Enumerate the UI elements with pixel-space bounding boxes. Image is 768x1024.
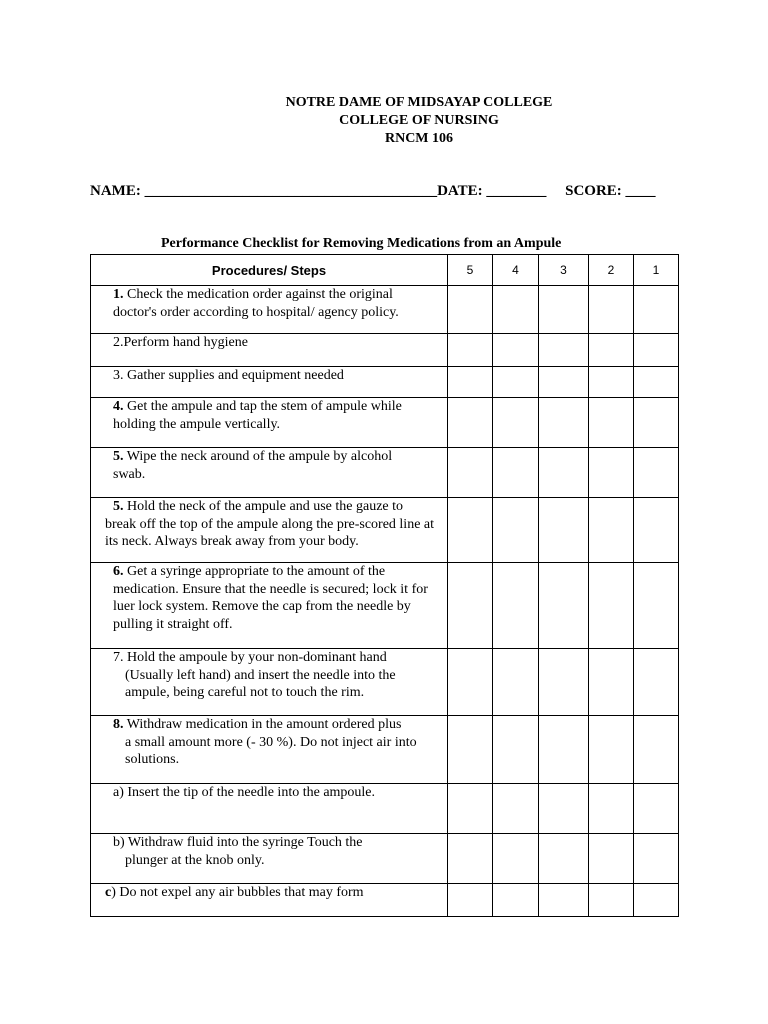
table-row [91, 834, 679, 884]
rating-cell[interactable] [539, 367, 589, 398]
rating-cell[interactable] [448, 334, 493, 367]
rating-cell[interactable] [493, 784, 539, 834]
rating-cell[interactable] [634, 716, 679, 784]
rating-cell[interactable] [589, 716, 634, 784]
rating-cell[interactable] [634, 649, 679, 716]
rating-cell[interactable] [589, 834, 634, 884]
rating-cell[interactable] [634, 334, 679, 367]
college-name: NOTRE DAME OF MIDSAYAP COLLEGE [285, 95, 553, 110]
rating-cell[interactable] [493, 334, 539, 367]
rating-cell[interactable] [634, 448, 679, 498]
rating-cell[interactable] [589, 398, 634, 448]
rating-cell[interactable] [448, 716, 493, 784]
table-header-row [91, 255, 679, 286]
rating-cell[interactable] [448, 834, 493, 884]
rating-cell[interactable] [493, 834, 539, 884]
step-text: a) Insert the tip of the needle into the ampoule. [91, 784, 448, 834]
rating-cell[interactable] [589, 649, 634, 716]
rating-cell[interactable] [493, 448, 539, 498]
rating-cell[interactable] [634, 884, 679, 917]
rating-cell[interactable] [448, 563, 493, 649]
rating-cell[interactable] [448, 367, 493, 398]
rating-header-2: 2 [589, 255, 634, 286]
rating-cell[interactable] [539, 649, 589, 716]
rating-cell[interactable] [589, 498, 634, 563]
rating-header-5: 5 [448, 255, 493, 286]
table-row [91, 398, 679, 448]
rating-cell[interactable] [539, 563, 589, 649]
rating-cell[interactable] [634, 498, 679, 563]
rating-cell[interactable] [539, 884, 589, 917]
step-text: 1. Check the medication order against the original doctor's order according to hospital/ agency policy. [91, 286, 448, 334]
rating-cell[interactable] [589, 367, 634, 398]
name-date-score-line: NAME: _______________________________________DATE: ________ SCORE: ____ [90, 183, 656, 199]
rating-cell[interactable] [634, 834, 679, 884]
rating-cell[interactable] [539, 448, 589, 498]
procedures-header: Procedures/ Steps [91, 255, 448, 286]
step-text: 2.Perform hand hygiene [91, 334, 448, 367]
rating-cell[interactable] [589, 286, 634, 334]
rating-cell[interactable] [589, 884, 634, 917]
rating-cell[interactable] [589, 334, 634, 367]
table-row [91, 334, 679, 367]
step-text: 6. Get a syringe appropriate to the amount of the medication. Ensure that the needle is secured; lock it for luer lock system. Remove the cap from the needle by pulling it straight off. [91, 563, 448, 649]
rating-cell[interactable] [589, 784, 634, 834]
table-row [91, 649, 679, 716]
rating-cell[interactable] [589, 448, 634, 498]
rating-cell[interactable] [539, 498, 589, 563]
rating-cell[interactable] [448, 498, 493, 563]
table-row [91, 498, 679, 563]
rating-cell[interactable] [634, 784, 679, 834]
step-text: 3. Gather supplies and equipment needed [91, 367, 448, 398]
rating-cell[interactable] [634, 367, 679, 398]
step-text: 5. Wipe the neck around of the ampule by alcohol swab. [91, 448, 448, 498]
rating-cell[interactable] [493, 286, 539, 334]
rating-cell[interactable] [634, 398, 679, 448]
table-row [91, 784, 679, 834]
rating-header-4: 4 [493, 255, 539, 286]
step-text: b) Withdraw fluid into the syringe Touch the plunger at the knob only. [91, 834, 448, 884]
rating-header-1: 1 [634, 255, 679, 286]
rating-cell[interactable] [493, 398, 539, 448]
table-row [91, 563, 679, 649]
rating-cell[interactable] [493, 498, 539, 563]
table-row [91, 286, 679, 334]
rating-cell[interactable] [539, 286, 589, 334]
rating-header-3: 3 [539, 255, 589, 286]
step-text: c) Do not expel any air bubbles that may form [91, 884, 448, 917]
rating-cell[interactable] [634, 563, 679, 649]
rating-cell[interactable] [539, 716, 589, 784]
rating-cell[interactable] [589, 563, 634, 649]
rating-cell[interactable] [448, 649, 493, 716]
performance-checklist-table [90, 254, 679, 917]
step-text: 8. Withdraw medication in the amount ordered plus a small amount more (- 30 %). Do not inject air into solutions. [91, 716, 448, 784]
checklist-title: Performance Checklist for Removing Medications from an Ampule [161, 236, 562, 251]
rating-cell[interactable] [448, 398, 493, 448]
rating-cell[interactable] [448, 286, 493, 334]
rating-cell[interactable] [634, 286, 679, 334]
rating-cell[interactable] [539, 398, 589, 448]
rating-cell[interactable] [539, 784, 589, 834]
table-row [91, 367, 679, 398]
department-name: COLLEGE OF NURSING [339, 113, 499, 128]
rating-cell[interactable] [493, 563, 539, 649]
rating-cell[interactable] [448, 884, 493, 917]
table-row [91, 716, 679, 784]
rating-cell[interactable] [493, 649, 539, 716]
step-text: 7. Hold the ampoule by your non-dominant hand (Usually left hand) and insert the needle into the ampule, being careful not to touch the rim. [91, 649, 448, 716]
rating-cell[interactable] [493, 367, 539, 398]
course-code: RNCM 106 [384, 131, 454, 146]
rating-cell[interactable] [448, 784, 493, 834]
step-text: 4. Get the ampule and tap the stem of ampule while holding the ampule vertically. [91, 398, 448, 448]
rating-cell[interactable] [448, 448, 493, 498]
rating-cell[interactable] [493, 716, 539, 784]
rating-cell[interactable] [539, 334, 589, 367]
table-row [91, 884, 679, 917]
rating-cell[interactable] [539, 834, 589, 884]
table-row [91, 448, 679, 498]
rating-cell[interactable] [493, 884, 539, 917]
step-text: 5. Hold the neck of the ampule and use the gauze to break off the top of the ampule along the pre-scored line at its neck. Always break away from your body. [91, 498, 448, 563]
